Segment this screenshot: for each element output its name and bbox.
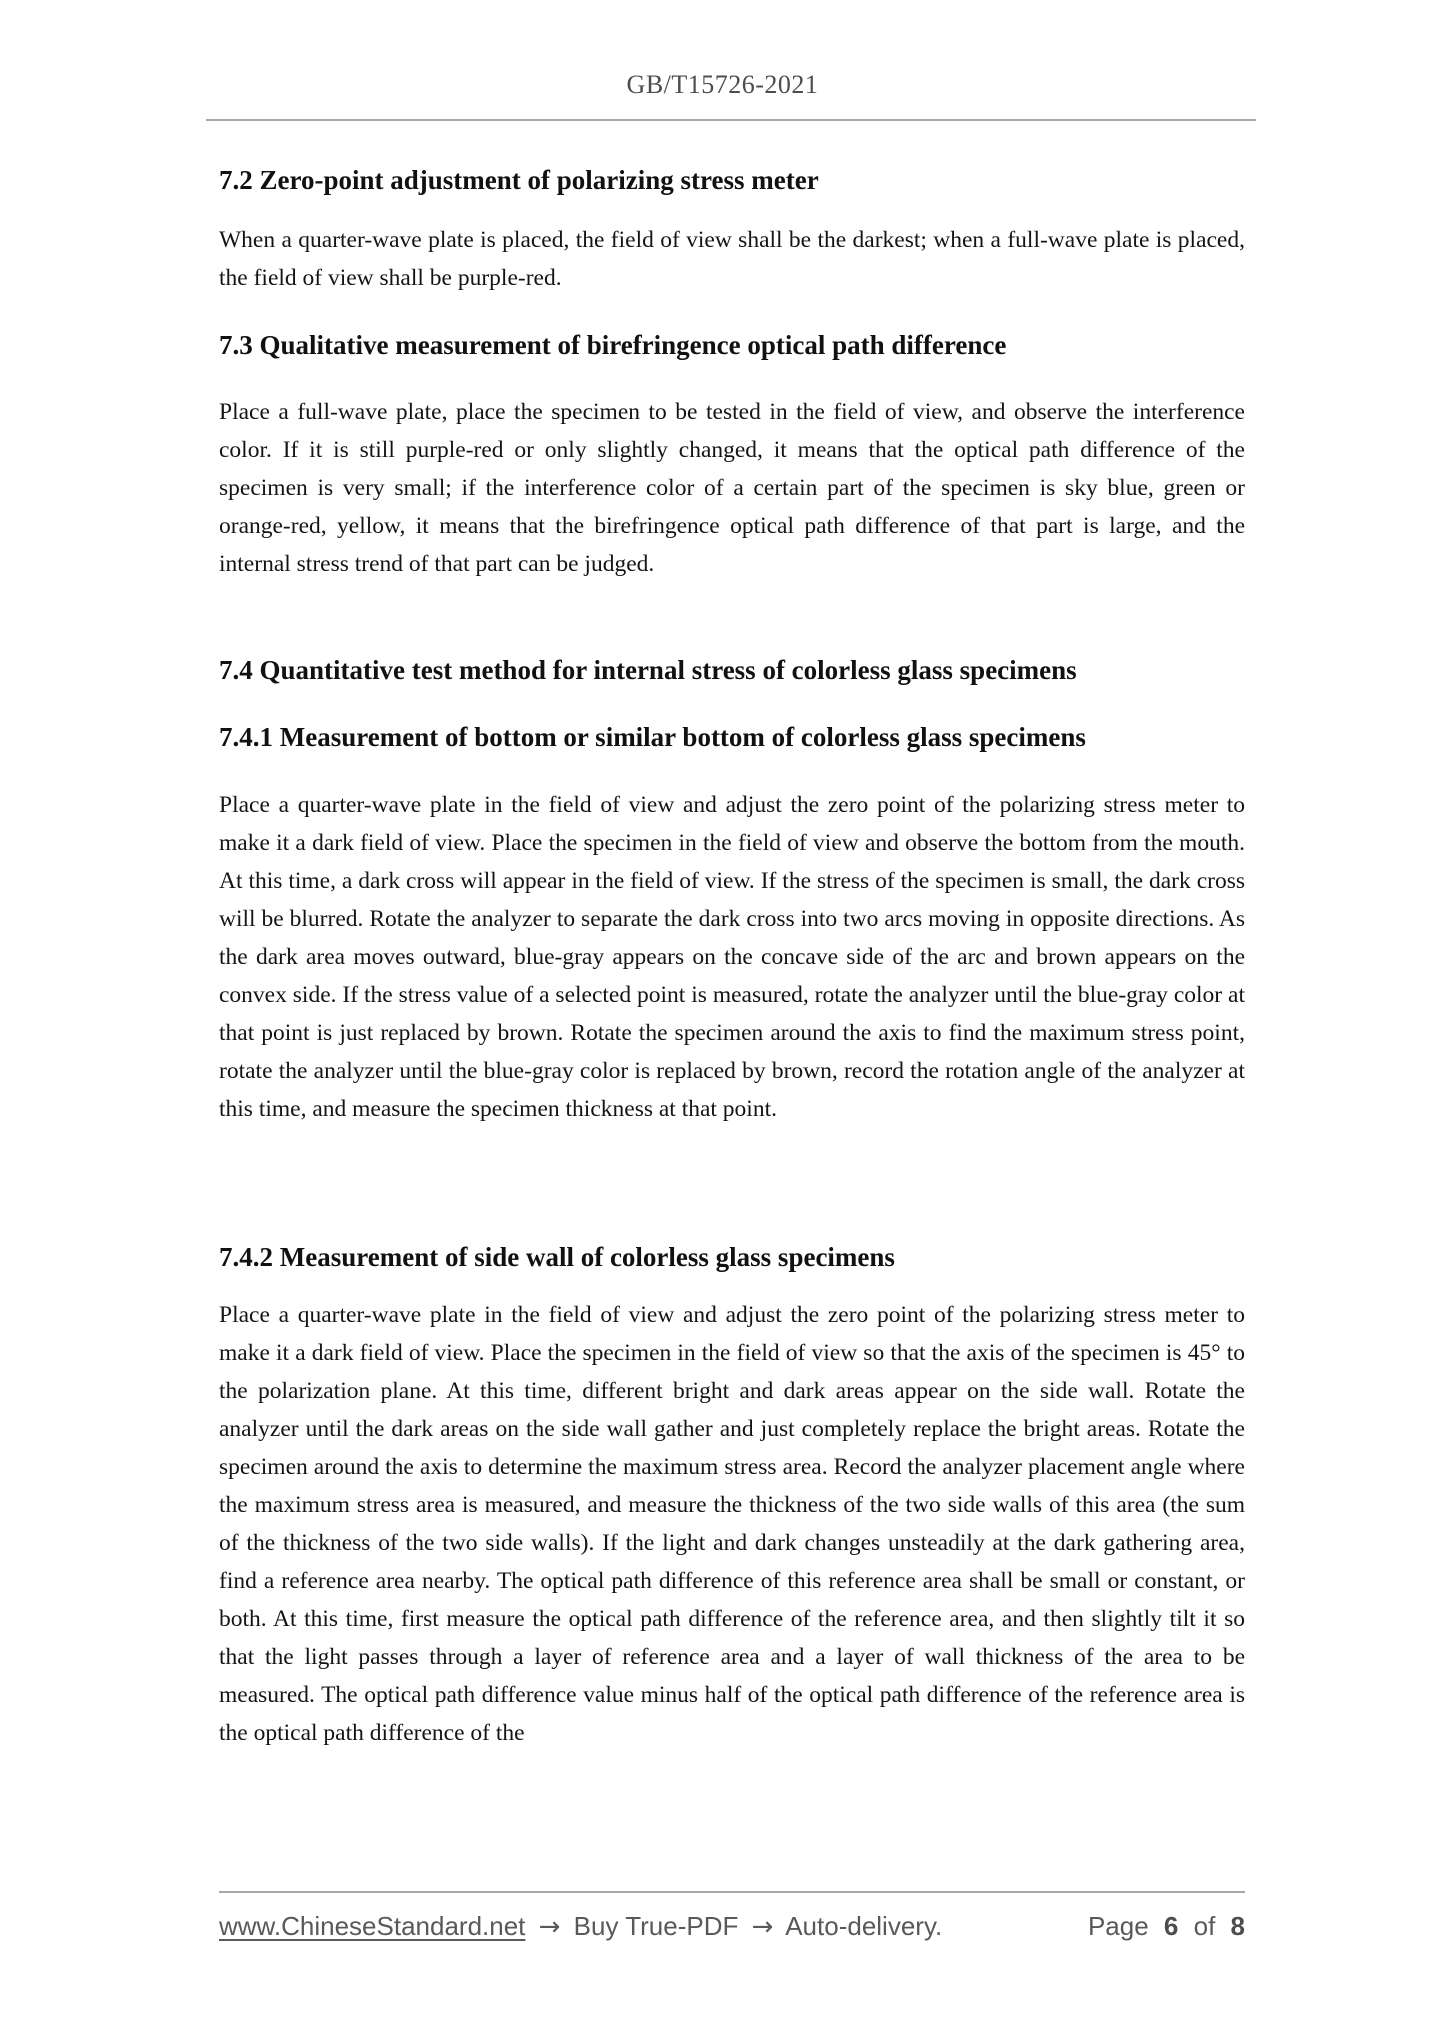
site-link[interactable]: www.ChineseStandard.net <box>219 1911 526 1941</box>
buy-true-pdf-label: Buy True-PDF <box>573 1911 739 1941</box>
page-footer <box>219 1908 1245 1945</box>
section-paragraph-7-4-1: Place a quarter-wave plate in the field of view and adjust the zero point of the polarizing stress meter to make it a dark field of view. Place the specimen in the field of view and observe the bottom from the mouth. At this time, a dark cross will appear in the field of view. If the stress of the specimen is small, the dark cross will be blurred. Rotate the analyzer to separate the dark cross into two arcs moving in opposite directions. As the dark area moves outward, blue-gray appears on the concave side of the arc and brown appears on the convex side. If the stress value of a selected point is measured, rotate the analyzer until the blue-gray color at that point is just replaced by brown. Rotate the specimen around the axis to find the maximum stress point, rotate the analyzer until the blue-gray color is replaced by brown, record the rotation angle of the analyzer at this time, and measure the specimen thickness at that point. <box>219 792 1245 1122</box>
page-label: Page <box>1087 1911 1149 1941</box>
section-heading-7-4-1: 7.4.1 Measurement of bottom or similar bottom of colorless glass specimens <box>219 722 1086 752</box>
section-heading-7-4: 7.4 Quantitative test method for internal stress of colorless glass specimens <box>219 655 1077 685</box>
of-label: of <box>1193 1911 1216 1941</box>
footer-left <box>219 1908 948 1945</box>
section-paragraph-7-2: When a quarter-wave plate is placed, the field of view shall be the darkest; when a full-wave plate is placed, the field of view shall be purple-red. <box>219 227 1245 291</box>
arrow-icon: → <box>538 1912 561 1942</box>
section-paragraph-7-3: Place a full-wave plate, place the specimen to be tested in the field of view, and observe the interference color. If it is still purple-red or only slightly changed, it means that the optical path difference of the specimen is very small; if the interference color of a certain part of the specimen is sky blue, green or orange-red, yellow, it means that the birefringence optical path difference of that part is large, and the internal stress trend of that part can be judged. <box>219 399 1245 577</box>
auto-delivery-label: Auto-delivery. <box>785 1911 943 1941</box>
document-number: GB/T15726-2021 <box>626 70 819 99</box>
total-pages: 8 <box>1230 1911 1245 1941</box>
section-heading-7-3: 7.3 Qualitative measurement of birefringence optical path difference <box>219 330 1007 360</box>
section-heading-7-2: 7.2 Zero-point adjustment of polarizing stress meter <box>219 165 819 195</box>
arrow-icon: → <box>751 1912 774 1942</box>
footer-divider <box>219 1891 1245 1893</box>
page-indicator <box>1080 1908 1245 1944</box>
section-paragraph-7-4-2: Place a quarter-wave plate in the field of view and adjust the zero point of the polarizing stress meter to make it a dark field of view. Place the specimen in the field of view so that the axis of the specimen is 45° to the polarization plane. At this time, different bright and dark areas appear on the side wall. Rotate the analyzer until the dark areas on the side wall gather and just completely replace the bright areas. Rotate the specimen around the axis to determine the maximum stress area. Record the analyzer placement angle where the maximum stress area is measured, and measure the thickness of the two side walls of this area (the sum of the thickness of the two side walls). If the light and dark changes unsteadily at the dark gathering area, find a reference area nearby. The optical path difference of this reference area shall be small or constant, or both. At this time, first measure the optical path difference of the reference area, and then slightly tilt it so that the light passes through a layer of reference area and a layer of wall thickness of the area to be measured. The optical path difference value minus half of the optical path difference of the reference area is the optical path difference of the <box>219 1302 1245 1746</box>
section-heading-7-4-2: 7.4.2 Measurement of side wall of colorless glass specimens <box>219 1242 895 1272</box>
header-divider <box>206 119 1256 121</box>
page-number: 6 <box>1163 1911 1179 1941</box>
